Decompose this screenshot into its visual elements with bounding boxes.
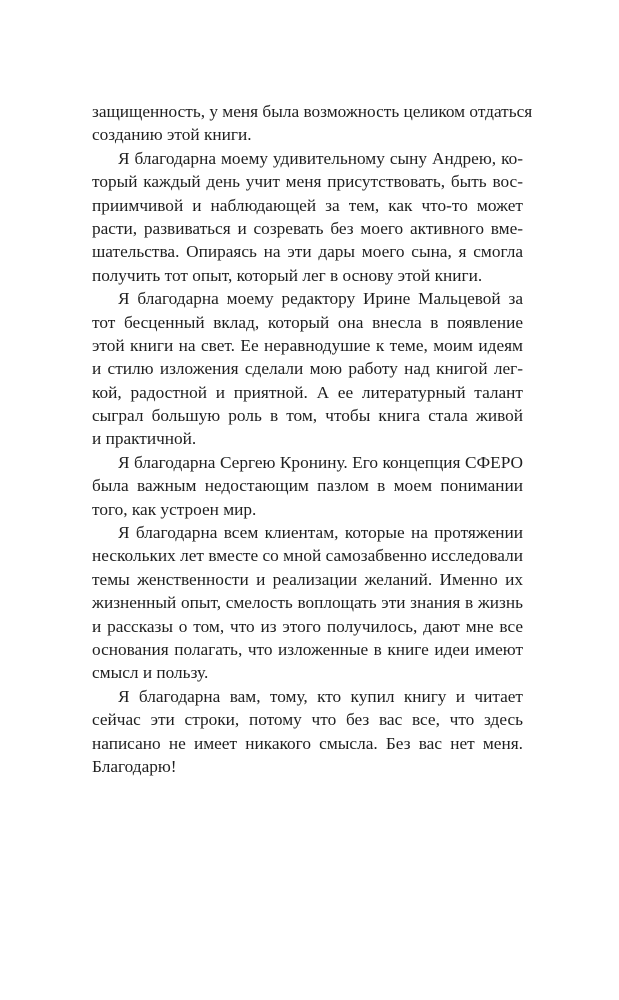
paragraph [92, 685, 523, 779]
text-line: основания полагать, что изложенные в книге идеи имеют [92, 639, 523, 659]
text-line: шательства. Опираясь на эти дары моего сына, я смогла [92, 242, 523, 262]
text-line: и практичной. [92, 429, 197, 449]
paragraph [92, 147, 523, 287]
text-line: сыграл большую роль в том, чтобы книга стала живой [92, 406, 523, 426]
page-body-text [92, 100, 533, 778]
text-line: тот бесценный вклад, который она внесла в появление [92, 312, 523, 332]
text-line: смысл и пользу. [92, 663, 209, 683]
text-line: и рассказы о том, что из этого получилось, дают мне все [92, 616, 523, 636]
text-line: темы женственности и реализации желаний. Именно их [92, 569, 523, 589]
text-line: Благодарю! [92, 756, 177, 776]
text-line: написано не имеет никакого смысла. Без вас нет меня. [92, 733, 523, 753]
paragraph [92, 100, 533, 147]
text-line: Я благодарна Сергею Кронину. Его концепция СФЕРО [118, 452, 523, 472]
text-line: созданию этой книги. [92, 125, 252, 145]
text-line: жизненный опыт, смелость воплощать эти знания в жизнь [92, 593, 523, 613]
text-line: того, как устроен мир. [92, 499, 257, 519]
text-line: кой, радостной и приятной. А ее литературный талант [92, 382, 523, 402]
text-line: Я благодарна моему удивительному сыну Андрею, ко- [118, 148, 523, 168]
text-line: сейчас эти строки, потому что без вас все, что здесь [92, 710, 523, 730]
text-line: была важным недостающим пазлом в моем понимании [92, 476, 523, 496]
text-line: и стилю изложения сделали мою работу над книгой лег- [92, 359, 523, 379]
paragraph [92, 521, 523, 685]
text-line: приимчивой и наблюдающей за тем, как что-то может [92, 195, 523, 215]
paragraph [92, 451, 523, 521]
text-line: получить тот опыт, который лег в основу этой книги. [92, 265, 483, 285]
text-line: расти, развиваться и созревать без моего активного вме- [92, 218, 523, 238]
text-line: Я благодарна вам, тому, кто купил книгу и читает [118, 686, 523, 706]
text-line: торый каждый день учит меня присутствовать, быть вос- [92, 172, 523, 192]
text-line: этой книги на свет. Ее неравнодушие к теме, моим идеям [92, 335, 523, 355]
text-line: Я благодарна моему редактору Ирине Мальцевой за [118, 289, 523, 309]
text-line: нескольких лет вместе со мной самозабвенно исследовали [92, 546, 523, 566]
text-line: защищенность, у меня была возможность целиком отдаться [92, 102, 533, 121]
paragraph [92, 287, 523, 451]
text-line: Я благодарна всем клиентам, которые на протяжении [118, 523, 523, 543]
